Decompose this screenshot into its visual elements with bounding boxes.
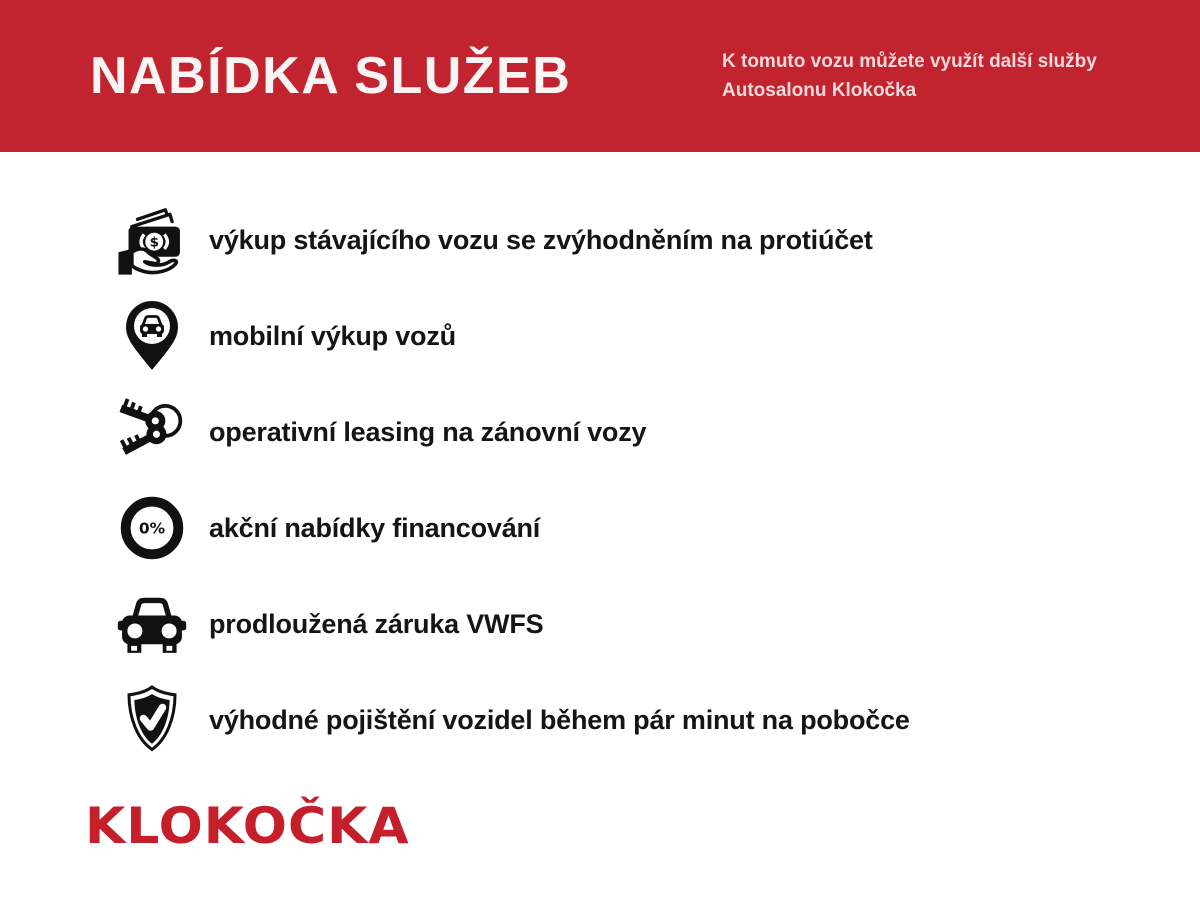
service-label: mobilní výkup vozů (209, 320, 456, 351)
service-label: výkup stávajícího vozu se zvýhodněním na protiúčet (209, 224, 873, 255)
list-item (112, 480, 1200, 576)
list-item (112, 576, 1200, 672)
list-item (112, 384, 1200, 480)
location-pin-car-icon (112, 293, 192, 379)
services-list (112, 192, 1200, 768)
klokocka-logo: KLOKOČKA (85, 798, 410, 856)
zero-percent-icon (112, 485, 192, 571)
service-label: prodloužená záruka VWFS (209, 608, 544, 639)
header-note-line2: Autosalonu Klokočka (722, 80, 917, 101)
list-item (112, 288, 1200, 384)
svg-text:0%: 0% (138, 519, 166, 538)
car-keys-icon (112, 389, 192, 475)
shield-check-icon (112, 677, 192, 763)
header-banner (0, 0, 1200, 152)
car-icon (112, 581, 192, 667)
svg-text:$: $ (149, 235, 159, 251)
service-label: operativní leasing na zánovní vozy (209, 416, 647, 447)
service-label: akční nabídky financování (209, 512, 541, 543)
cash-in-hand-icon (112, 197, 192, 283)
list-item (112, 192, 1200, 288)
header-note (722, 47, 1122, 105)
header-note-line1: K tomuto vozu můžete využít další služby (722, 51, 1097, 72)
list-item (112, 672, 1200, 768)
service-label: výhodné pojištění vozidel během pár minut na pobočce (209, 704, 910, 735)
page-title: NABÍDKA SLUŽEB (90, 47, 572, 105)
